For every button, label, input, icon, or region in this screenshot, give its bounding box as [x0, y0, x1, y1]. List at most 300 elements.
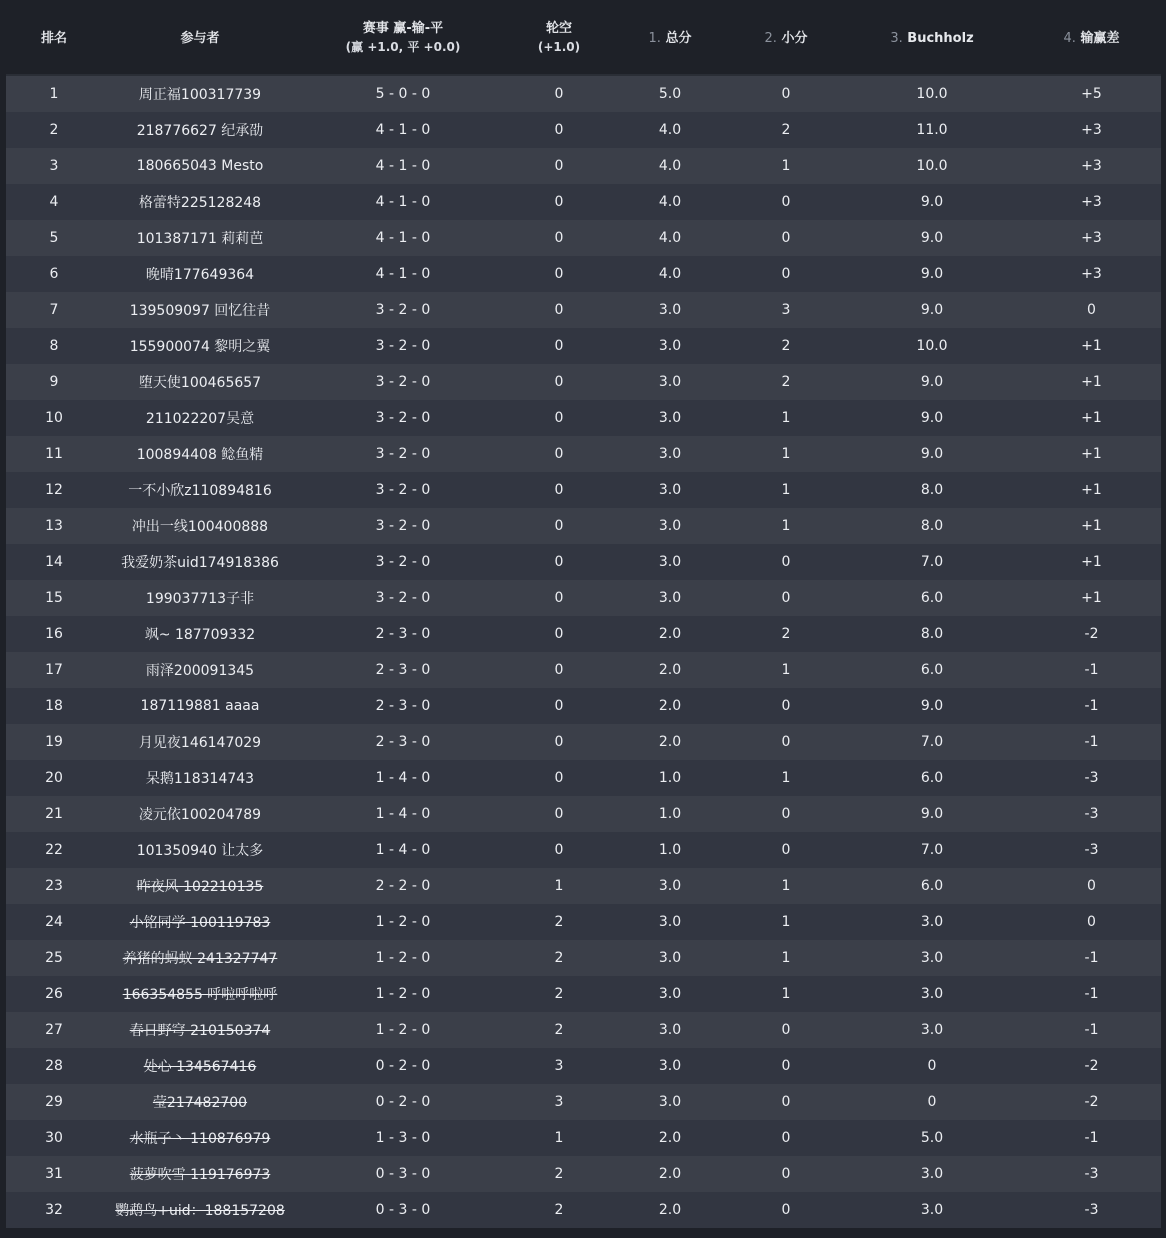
cell-diff-text: +3	[1081, 266, 1102, 282]
table-row[interactable]	[6, 436, 1161, 472]
cell-buchholz-text: 7.0	[920, 734, 944, 750]
cell-buchholz	[842, 616, 1022, 652]
cell-diff-text: -1	[1084, 1130, 1099, 1146]
cell-bye-text: 0	[554, 626, 564, 642]
cell-record	[298, 616, 508, 652]
cell-diff-text: -3	[1084, 842, 1099, 858]
cell-record-text: 1 - 4 - 0	[375, 806, 431, 822]
cell-total	[610, 436, 730, 472]
cell-rank	[6, 220, 102, 256]
cell-bye	[508, 904, 610, 940]
table-row[interactable]	[6, 508, 1161, 544]
cell-minor-text: 1	[781, 482, 791, 498]
header-record[interactable]	[298, 0, 508, 76]
cell-rank	[6, 436, 102, 472]
table-row[interactable]	[6, 220, 1161, 256]
cell-rank	[6, 472, 102, 508]
cell-rank-text: 29	[45, 1094, 63, 1110]
cell-bye	[508, 148, 610, 184]
header-buchholz[interactable]	[842, 0, 1022, 76]
cell-total-text: 3.0	[658, 1058, 682, 1074]
cell-bye-text: 0	[554, 374, 564, 390]
cell-record-text: 2 - 3 - 0	[375, 734, 431, 750]
cell-bye	[508, 832, 610, 868]
cell-total-text: 2.0	[658, 662, 682, 678]
cell-diff	[1022, 976, 1161, 1012]
cell-total	[610, 1048, 730, 1084]
cell-participant-text: 101350940 让太多	[136, 843, 264, 859]
cell-rank-text: 5	[49, 230, 59, 246]
cell-record-text: 1 - 2 - 0	[375, 1022, 431, 1038]
cell-buchholz-text: 8.0	[920, 518, 944, 534]
cell-record	[298, 868, 508, 904]
cell-buchholz	[842, 76, 1022, 112]
table-row[interactable]	[6, 1012, 1161, 1048]
cell-total-text: 1.0	[658, 842, 682, 858]
cell-participant	[102, 652, 298, 688]
cell-diff-text: 0	[1087, 302, 1096, 318]
cell-bye-text: 2	[554, 1166, 564, 1182]
table-row[interactable]	[6, 1192, 1161, 1228]
cell-buchholz	[842, 292, 1022, 328]
cell-minor	[730, 256, 842, 292]
cell-rank-text: 23	[45, 878, 63, 894]
table-row[interactable]	[6, 400, 1161, 436]
cell-total-text: 3.0	[658, 518, 682, 534]
cell-participant-text: 处心 134567416	[143, 1059, 257, 1075]
cell-record	[298, 256, 508, 292]
cell-participant	[102, 1156, 298, 1192]
table-row[interactable]	[6, 472, 1161, 508]
cell-rank-text: 20	[45, 770, 63, 786]
cell-total	[610, 1084, 730, 1120]
cell-record-text: 3 - 2 - 0	[375, 410, 431, 426]
cell-minor	[730, 1012, 842, 1048]
header-total-index: 1.	[648, 30, 661, 46]
cell-diff	[1022, 616, 1161, 652]
cell-buchholz	[842, 436, 1022, 472]
cell-minor-text: 1	[781, 446, 791, 462]
cell-minor	[730, 112, 842, 148]
cell-bye-text: 2	[554, 914, 564, 930]
cell-diff	[1022, 724, 1161, 760]
cell-total-text: 3.0	[658, 482, 682, 498]
cell-buchholz-text: 6.0	[920, 590, 944, 606]
cell-total	[610, 1012, 730, 1048]
cell-diff	[1022, 1084, 1161, 1120]
cell-record	[298, 1192, 508, 1228]
cell-buchholz-text: 10.0	[916, 338, 948, 354]
cell-total-text: 4.0	[658, 230, 682, 246]
cell-total	[610, 472, 730, 508]
table-row[interactable]	[6, 148, 1161, 184]
cell-participant	[102, 400, 298, 436]
cell-total	[610, 904, 730, 940]
cell-record-text: 3 - 2 - 0	[375, 302, 431, 318]
header-diff-index: 4.	[1063, 30, 1076, 46]
cell-record-text: 4 - 1 - 0	[375, 194, 431, 210]
table-row[interactable]	[6, 904, 1161, 940]
table-row[interactable]	[6, 760, 1161, 796]
table-row[interactable]	[6, 1084, 1161, 1120]
cell-buchholz-text: 11.0	[916, 122, 948, 138]
cell-record	[298, 760, 508, 796]
header-minor-index: 2.	[764, 30, 777, 46]
cell-total-text: 3.0	[658, 914, 682, 930]
cell-participant-text: 水瓶子丶 110876979	[129, 1131, 271, 1147]
cell-rank	[6, 976, 102, 1012]
cell-participant	[102, 868, 298, 904]
cell-participant-text: 飒~ 187709332	[144, 627, 256, 643]
cell-diff-text: +3	[1081, 158, 1102, 174]
cell-diff	[1022, 292, 1161, 328]
cell-buchholz-text: 6.0	[920, 662, 944, 678]
cell-record	[298, 688, 508, 724]
cell-buchholz-text: 6.0	[920, 770, 944, 786]
table-row[interactable]	[6, 256, 1161, 292]
cell-minor	[730, 292, 842, 328]
cell-minor	[730, 832, 842, 868]
cell-total	[610, 256, 730, 292]
cell-participant	[102, 976, 298, 1012]
cell-minor	[730, 796, 842, 832]
cell-minor-text: 0	[781, 590, 791, 606]
table-row[interactable]	[6, 76, 1161, 112]
table-row[interactable]	[6, 688, 1161, 724]
cell-bye	[508, 868, 610, 904]
cell-total	[610, 112, 730, 148]
cell-participant-text: 格蕾特225128248	[138, 195, 262, 211]
cell-bye	[508, 760, 610, 796]
cell-record-text: 1 - 3 - 0	[375, 1130, 431, 1146]
cell-participant-text: 155900074 黎明之翼	[129, 339, 271, 355]
cell-diff	[1022, 832, 1161, 868]
cell-record	[298, 508, 508, 544]
cell-buchholz	[842, 652, 1022, 688]
cell-diff-text: 0	[1087, 878, 1096, 894]
cell-bye-text: 0	[554, 662, 564, 678]
cell-diff-text: +1	[1081, 518, 1102, 534]
cell-total	[610, 364, 730, 400]
cell-record	[298, 796, 508, 832]
cell-rank	[6, 724, 102, 760]
cell-rank	[6, 796, 102, 832]
header-participant[interactable]	[102, 0, 298, 76]
cell-record-text: 3 - 2 - 0	[375, 590, 431, 606]
cell-bye-text: 0	[554, 302, 564, 318]
cell-bye	[508, 1156, 610, 1192]
cell-bye-text: 0	[554, 482, 564, 498]
cell-minor	[730, 760, 842, 796]
cell-diff-text: +3	[1081, 194, 1102, 210]
cell-minor	[730, 544, 842, 580]
cell-diff-text: -3	[1084, 1202, 1099, 1218]
cell-bye	[508, 1120, 610, 1156]
cell-rank	[6, 544, 102, 580]
cell-buchholz-text: 3.0	[920, 950, 944, 966]
cell-minor-text: 0	[781, 86, 791, 102]
cell-buchholz-text: 9.0	[920, 194, 944, 210]
cell-total	[610, 940, 730, 976]
cell-minor	[730, 724, 842, 760]
cell-participant-text: 199037713子非	[145, 591, 255, 607]
cell-diff-text: -2	[1084, 1058, 1099, 1074]
cell-bye-text: 0	[554, 590, 564, 606]
cell-total-text: 2.0	[658, 1130, 682, 1146]
cell-participant-text: 月见夜146147029	[138, 735, 262, 751]
header-rank-label: 排名	[40, 30, 67, 46]
cell-diff-text: -1	[1084, 986, 1099, 1002]
cell-participant	[102, 364, 298, 400]
cell-diff-text: +3	[1081, 122, 1102, 138]
cell-minor-text: 1	[781, 518, 791, 534]
cell-participant-text: 周正福100317739	[138, 87, 262, 103]
cell-buchholz-text: 9.0	[920, 266, 944, 282]
cell-bye	[508, 724, 610, 760]
cell-buchholz-text: 3.0	[920, 1166, 944, 1182]
cell-buchholz-text: 10.0	[916, 86, 948, 102]
cell-rank-text: 6	[49, 266, 59, 282]
table-row[interactable]	[6, 544, 1161, 580]
cell-total	[610, 760, 730, 796]
cell-buchholz	[842, 1048, 1022, 1084]
cell-rank-text: 32	[45, 1202, 63, 1218]
cell-rank	[6, 1048, 102, 1084]
table-row[interactable]	[6, 328, 1161, 364]
cell-record	[298, 904, 508, 940]
header-diff-label: 输赢差	[1080, 30, 1120, 46]
cell-participant-text: 187119881 aaaa	[140, 698, 260, 714]
cell-minor	[730, 1048, 842, 1084]
cell-minor	[730, 400, 842, 436]
cell-bye	[508, 364, 610, 400]
cell-record	[298, 76, 508, 112]
cell-record-text: 1 - 4 - 0	[375, 770, 431, 786]
cell-rank-text: 21	[45, 806, 63, 822]
cell-bye	[508, 1048, 610, 1084]
cell-bye	[508, 1012, 610, 1048]
cell-buchholz-text: 5.0	[920, 1130, 944, 1146]
header-minor[interactable]	[730, 0, 842, 76]
cell-diff	[1022, 652, 1161, 688]
cell-participant	[102, 508, 298, 544]
cell-record-text: 0 - 2 - 0	[375, 1094, 431, 1110]
header-bye-sublabel: (+1.0)	[537, 40, 581, 54]
cell-record	[298, 832, 508, 868]
cell-bye-text: 0	[554, 86, 564, 102]
cell-record-text: 0 - 2 - 0	[375, 1058, 431, 1074]
cell-total-text: 3.0	[658, 410, 682, 426]
cell-rank	[6, 400, 102, 436]
cell-participant	[102, 580, 298, 616]
cell-total	[610, 148, 730, 184]
cell-diff	[1022, 220, 1161, 256]
table-row[interactable]	[6, 868, 1161, 904]
cell-bye-text: 0	[554, 842, 564, 858]
cell-participant	[102, 148, 298, 184]
cell-total	[610, 580, 730, 616]
header-record-label: 赛事 赢-输-平	[362, 21, 444, 36]
cell-minor-text: 1	[781, 410, 791, 426]
cell-rank	[6, 112, 102, 148]
cell-buchholz-text: 9.0	[920, 410, 944, 426]
cell-bye-text: 2	[554, 1202, 564, 1218]
cell-bye-text: 0	[554, 194, 564, 210]
cell-rank-text: 22	[45, 842, 63, 858]
cell-bye-text: 3	[554, 1058, 564, 1074]
cell-buchholz	[842, 724, 1022, 760]
cell-total	[610, 220, 730, 256]
cell-diff	[1022, 364, 1161, 400]
cell-diff-text: +1	[1081, 410, 1102, 426]
cell-bye-text: 0	[554, 770, 564, 786]
header-bye[interactable]	[508, 0, 610, 76]
cell-total	[610, 544, 730, 580]
cell-rank	[6, 688, 102, 724]
header-total[interactable]	[610, 0, 730, 76]
cell-rank-text: 13	[45, 518, 63, 534]
cell-rank	[6, 940, 102, 976]
cell-diff-text: +1	[1081, 482, 1102, 498]
cell-bye	[508, 508, 610, 544]
cell-participant	[102, 760, 298, 796]
cell-record	[298, 292, 508, 328]
cell-diff	[1022, 472, 1161, 508]
cell-rank	[6, 76, 102, 112]
cell-total-text: 2.0	[658, 1166, 682, 1182]
cell-buchholz-text: 8.0	[920, 626, 944, 642]
cell-bye	[508, 292, 610, 328]
cell-record	[298, 544, 508, 580]
cell-record-text: 3 - 2 - 0	[375, 554, 431, 570]
cell-record	[298, 1012, 508, 1048]
table-row[interactable]	[6, 940, 1161, 976]
cell-rank	[6, 1120, 102, 1156]
table-row[interactable]	[6, 580, 1161, 616]
table-row[interactable]	[6, 184, 1161, 220]
table-row[interactable]	[6, 292, 1161, 328]
cell-rank	[6, 148, 102, 184]
cell-total-text: 3.0	[658, 878, 682, 894]
cell-rank-text: 10	[45, 410, 63, 426]
cell-bye	[508, 544, 610, 580]
standings-table	[6, 0, 1161, 1228]
cell-minor	[730, 940, 842, 976]
cell-participant	[102, 184, 298, 220]
cell-total	[610, 76, 730, 112]
cell-bye-text: 0	[554, 410, 564, 426]
table-row[interactable]	[6, 832, 1161, 868]
cell-buchholz-text: 7.0	[920, 554, 944, 570]
cell-participant	[102, 832, 298, 868]
cell-participant	[102, 940, 298, 976]
table-row[interactable]	[6, 1156, 1161, 1192]
cell-buchholz	[842, 256, 1022, 292]
cell-record-text: 2 - 3 - 0	[375, 698, 431, 714]
cell-rank	[6, 256, 102, 292]
table-row[interactable]	[6, 724, 1161, 760]
cell-rank-text: 16	[45, 626, 63, 642]
cell-record	[298, 148, 508, 184]
cell-diff	[1022, 400, 1161, 436]
cell-minor-text: 0	[781, 806, 791, 822]
cell-record-text: 2 - 3 - 0	[375, 662, 431, 678]
table-row[interactable]	[6, 1120, 1161, 1156]
cell-participant	[102, 1192, 298, 1228]
cell-diff	[1022, 76, 1161, 112]
cell-bye	[508, 652, 610, 688]
cell-rank-text: 4	[49, 194, 59, 210]
cell-minor-text: 0	[781, 1058, 791, 1074]
cell-diff-text: +3	[1081, 230, 1102, 246]
cell-participant	[102, 328, 298, 364]
cell-record	[298, 112, 508, 148]
cell-record-text: 4 - 1 - 0	[375, 230, 431, 246]
cell-minor-text: 0	[781, 842, 791, 858]
cell-record	[298, 976, 508, 1012]
table-row[interactable]	[6, 1048, 1161, 1084]
cell-participant-text: 180665043 Mesto	[136, 158, 264, 174]
cell-minor-text: 1	[781, 878, 791, 894]
cell-total	[610, 184, 730, 220]
cell-total-text: 3.0	[658, 950, 682, 966]
cell-participant-text: 凌元依100204789	[138, 807, 262, 823]
cell-minor-text: 0	[781, 1166, 791, 1182]
cell-minor	[730, 904, 842, 940]
cell-bye-text: 0	[554, 698, 564, 714]
cell-bye	[508, 328, 610, 364]
cell-bye	[508, 400, 610, 436]
cell-minor-text: 0	[781, 1022, 791, 1038]
cell-participant-text: 养猪的蚂蚁 241327747	[122, 951, 278, 967]
table-row[interactable]	[6, 652, 1161, 688]
cell-buchholz	[842, 1084, 1022, 1120]
table-row[interactable]	[6, 112, 1161, 148]
cell-total	[610, 328, 730, 364]
table-row[interactable]	[6, 616, 1161, 652]
table-row[interactable]	[6, 796, 1161, 832]
cell-diff-text: -3	[1084, 770, 1099, 786]
table-row[interactable]	[6, 976, 1161, 1012]
cell-record-text: 1 - 4 - 0	[375, 842, 431, 858]
cell-buchholz-text: 0	[927, 1094, 937, 1110]
cell-record	[298, 1084, 508, 1120]
cell-minor	[730, 1156, 842, 1192]
cell-participant-text: 211022207吴意	[145, 411, 255, 427]
cell-diff	[1022, 796, 1161, 832]
cell-minor-text: 0	[781, 1202, 791, 1218]
header-rank[interactable]	[6, 0, 102, 76]
header-diff[interactable]	[1022, 0, 1161, 76]
cell-bye	[508, 688, 610, 724]
header-row	[6, 0, 1161, 76]
cell-diff	[1022, 148, 1161, 184]
table-row[interactable]	[6, 364, 1161, 400]
cell-buchholz-text: 6.0	[920, 878, 944, 894]
cell-total	[610, 292, 730, 328]
cell-record-text: 3 - 2 - 0	[375, 482, 431, 498]
table-header	[6, 0, 1161, 76]
cell-diff	[1022, 112, 1161, 148]
cell-rank	[6, 1012, 102, 1048]
cell-buchholz	[842, 1192, 1022, 1228]
cell-diff	[1022, 508, 1161, 544]
cell-buchholz	[842, 112, 1022, 148]
cell-total-text: 4.0	[658, 266, 682, 282]
cell-buchholz	[842, 976, 1022, 1012]
cell-bye-text: 1	[554, 878, 564, 894]
cell-diff	[1022, 940, 1161, 976]
